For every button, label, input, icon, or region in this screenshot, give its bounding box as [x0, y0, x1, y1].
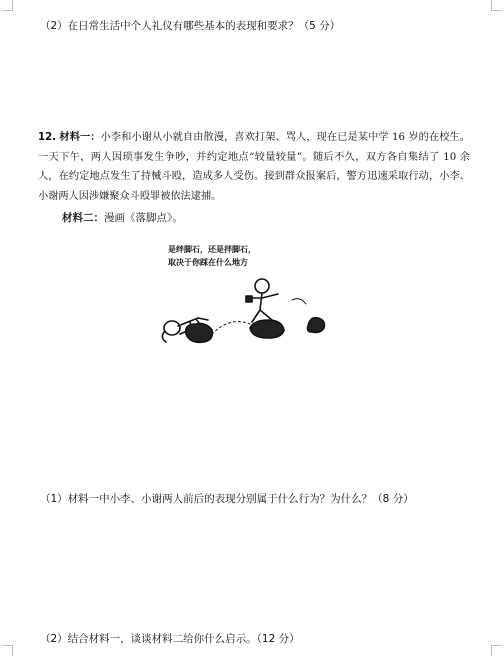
- material-2-text: 漫画《落脚点》。: [104, 212, 183, 224]
- page-corner-mark: [2, 645, 13, 656]
- question-12-material-2: [62, 210, 183, 225]
- cartoon-caption-line-1: 是绊脚石，还是拌脚石，: [168, 244, 256, 254]
- left-rock: [186, 324, 213, 343]
- page-corner-mark: [2, 0, 13, 11]
- dotted-trail: [212, 322, 250, 334]
- question-12-material-1: [38, 128, 470, 206]
- cartoon-caption: [168, 243, 256, 269]
- question-number: 12.: [38, 132, 57, 143]
- material-1-label: 材料一：: [59, 132, 101, 143]
- standing-figure-hand: [246, 296, 252, 302]
- middle-rock: [250, 320, 284, 338]
- page-corner-mark: [491, 645, 502, 656]
- right-rock: [308, 318, 325, 333]
- material-2-label: 材料二：: [62, 212, 104, 224]
- standing-figure-head: [255, 279, 269, 293]
- question-12-sub-2: （2）结合材料一，谈谈材料二给你什么启示。（12 分）: [40, 633, 300, 645]
- question-2-etiquette: （2）在日常生活中个人礼仪有哪些基本的表现和要求？（5 分）: [40, 20, 341, 32]
- question-12-sub-1: （1）材料一中小李、小谢两人前后的表现分别属于什么行为？为什么？（8 分）: [40, 493, 414, 505]
- motion-line: [292, 299, 306, 304]
- cartoon-caption-line-2: 取决于你踩在什么地方: [168, 257, 248, 267]
- falling-figure-arm: [162, 332, 166, 342]
- falling-figure-head: [164, 321, 180, 335]
- page-corner-mark: [491, 0, 502, 11]
- material-1-text: 小李和小谢从小就自由散漫，喜欢打架、骂人，现在已是某中学 16 岁的在校生。一天下午，两人因琐事发生争吵，并约定地点“较量较量”。随后不久，双方各自集结了 10 余人，在约定地点发生了持械斗殴，造成多人受伤。接到群众报案后，警方迅速采取行动，小李、小谢两人因涉嫌聚众斗殴罪被依法逮捕。: [38, 132, 470, 202]
